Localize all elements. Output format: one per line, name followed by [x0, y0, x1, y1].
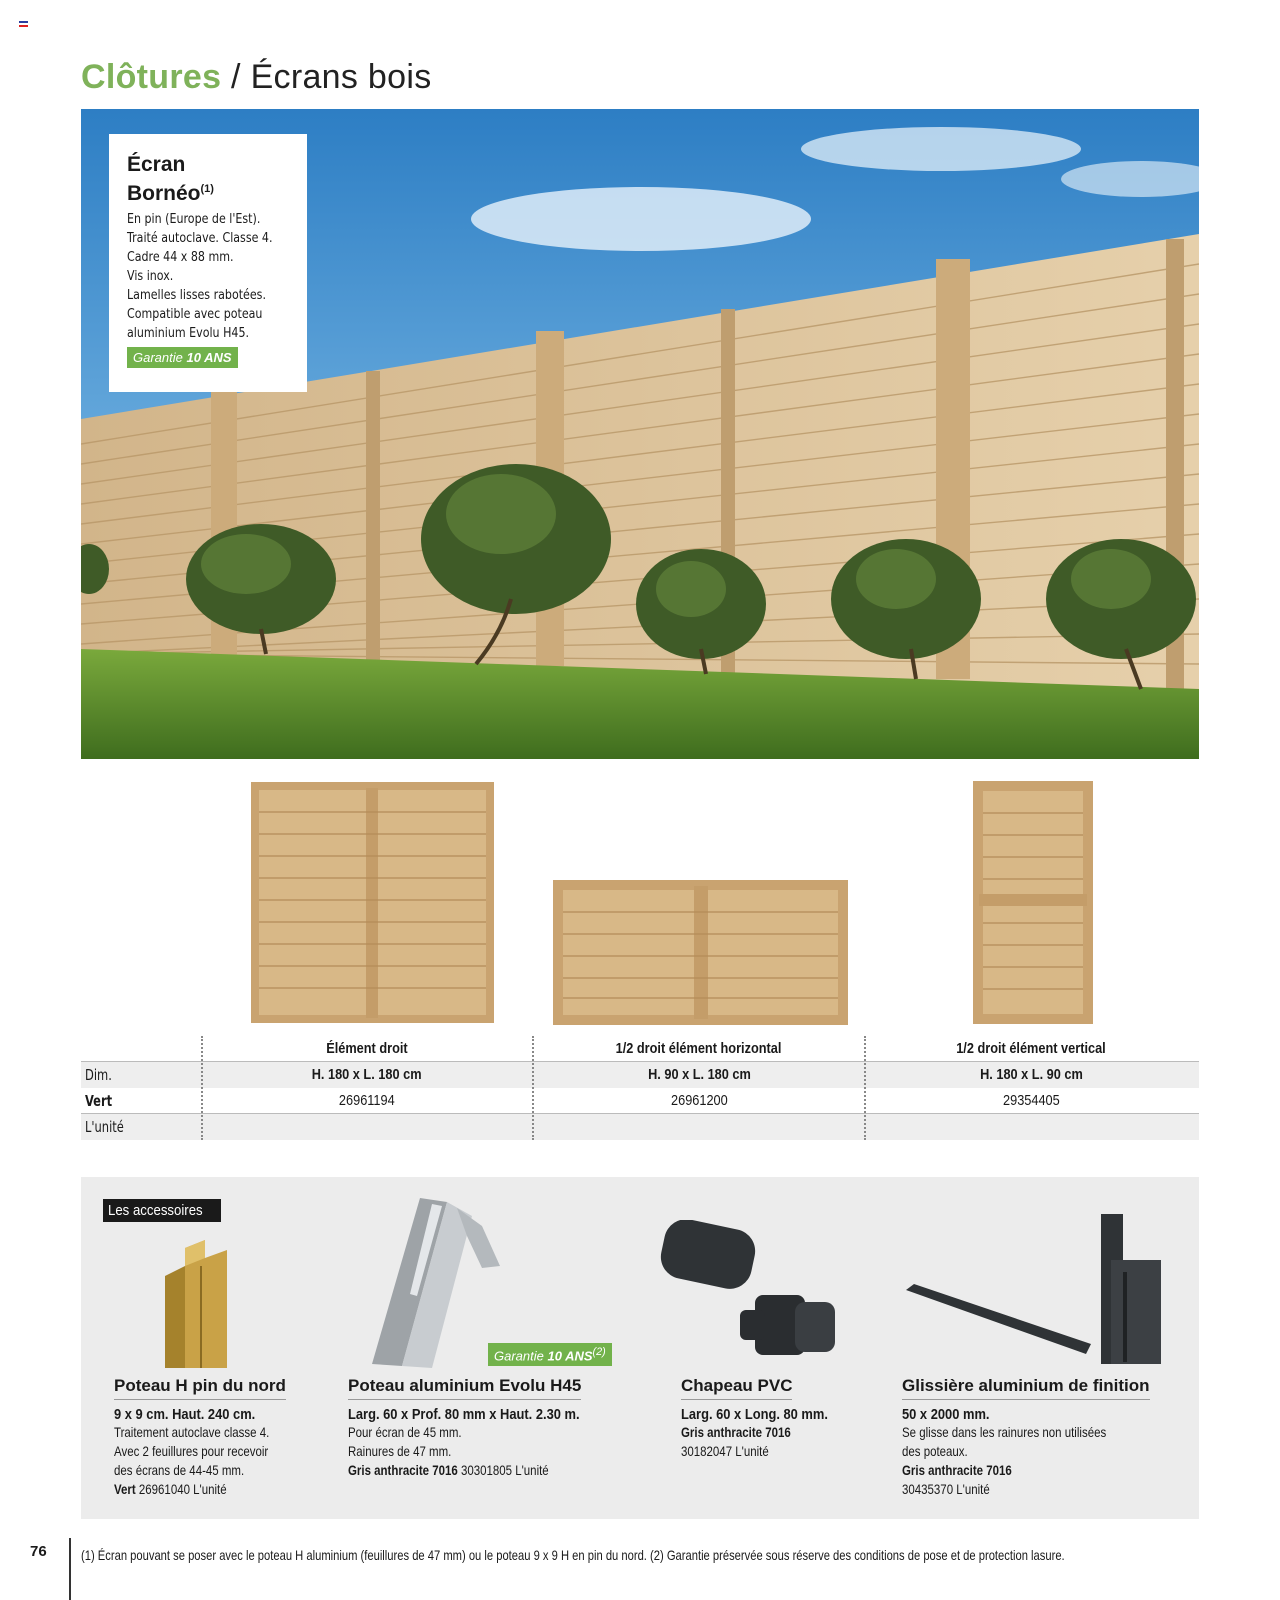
accessory-description: Pour écran de 45 mm. Rainures de 47 mm. [348, 1424, 462, 1459]
product-name [127, 152, 289, 206]
footnote: (1) Écran pouvant se poser avec le poteau H aluminium (feuillures de 47 mm) ou le poteau 9 x 9 H en pin du nord. (2) Garantie préservée sous réserve des conditions de pose et de protection lasure. [81, 1547, 1065, 1563]
accessory-reference: 30182047 L'unité [681, 1443, 769, 1459]
title-category: Clôtures [81, 58, 222, 96]
title-subcategory: Écrans bois [250, 58, 432, 96]
wood-post-image [155, 1236, 239, 1371]
panel-half-horizontal-image [553, 880, 848, 1025]
accessory-reference: Gris anthracite 7016 30301805 L'unité [348, 1462, 549, 1478]
warranty-prefix: Garantie [494, 1348, 548, 1364]
panel-half-vertical-image [973, 781, 1093, 1024]
product-name-line2: Bornéo [127, 182, 201, 205]
accessory-dimensions: 9 x 9 cm. Haut. 240 cm. [114, 1406, 256, 1423]
warranty-prefix: Garantie [133, 350, 187, 365]
column-header: 1/2 droit élément horizontal [616, 1040, 782, 1057]
accessory-reference: Vert 26961040 L'unité [114, 1481, 227, 1497]
warranty-badge [127, 347, 238, 368]
accessory-reference: 30435370 L'unité [902, 1481, 990, 1497]
table-header-row [81, 1036, 1199, 1062]
spec-table [81, 1036, 1199, 1140]
accessory-dimensions: Larg. 60 x Prof. 80 mm x Haut. 2.30 m. [348, 1406, 580, 1423]
row-label: Vert [85, 1092, 113, 1110]
table-cell: H. 90 x L. 180 cm [647, 1066, 751, 1083]
accessory-item [348, 1376, 648, 1480]
product-name-line1: Écran [127, 153, 186, 176]
accessories-tag: Les accessoires [103, 1199, 221, 1222]
page-number: 76 [30, 1543, 47, 1560]
accessory-description: Traitement autoclave classe 4. Avec 2 feuillures pour recevoir des écrans de 44-45 mm. [114, 1424, 270, 1478]
accessory-item [681, 1376, 852, 1461]
table-cell: 26961200 [670, 1092, 728, 1109]
flag-icon [19, 21, 28, 27]
accessory-name: Glissière aluminium de finition [902, 1376, 1150, 1400]
accessory-name: Poteau H pin du nord [114, 1376, 286, 1400]
accessory-color: Gris anthracite 7016 [681, 1424, 791, 1440]
table-cell: 26961194 [339, 1092, 395, 1109]
table-row [81, 1088, 1199, 1114]
table-divider [81, 1061, 1199, 1062]
warranty-value: 10 ANS [186, 350, 232, 365]
table-row [81, 1062, 1199, 1088]
accessory-dimensions: 50 x 2000 mm. [902, 1406, 990, 1423]
pvc-cap-image [660, 1220, 845, 1370]
product-info-card [109, 134, 307, 392]
column-divider [864, 1036, 866, 1140]
page-title [81, 58, 432, 97]
aluminium-post-image [372, 1196, 502, 1374]
title-separator: / [221, 58, 251, 96]
product-description: En pin (Europe de l'Est). Traité autoclave. Classe 4. Cadre 44 x 88 mm. Vis inox. Lamelles lisses rabotées. Compatible avec poteau aluminium Evolu H45. [127, 211, 273, 341]
accessory-description: Se glisse dans les rainures non utilisées des poteaux. [902, 1424, 1107, 1459]
page-number-divider [69, 1538, 71, 1600]
warranty-footnote: (2) [592, 1346, 606, 1358]
table-cell: 29354405 [1002, 1092, 1060, 1109]
table-divider [81, 1113, 1199, 1114]
row-label: Dim. [85, 1066, 112, 1084]
accessory-color: Gris anthracite 7016 [902, 1462, 1012, 1478]
panel-element-droit-image [251, 782, 494, 1023]
row-label: L'unité [85, 1118, 124, 1136]
table-cell: H. 180 x L. 90 cm [979, 1066, 1083, 1083]
table-row [81, 1114, 1199, 1140]
product-name-footnote: (1) [200, 183, 214, 195]
column-divider [532, 1036, 534, 1140]
accessory-item [902, 1376, 1202, 1499]
accessory-warranty-badge [488, 1343, 612, 1366]
accessory-name: Poteau aluminium Evolu H45 [348, 1376, 581, 1400]
table-cell: H. 180 x L. 180 cm [312, 1066, 422, 1083]
column-divider [201, 1036, 203, 1140]
warranty-value: 10 ANS [547, 1348, 593, 1364]
accessory-name: Chapeau PVC [681, 1376, 792, 1400]
column-header: Élément droit [326, 1040, 408, 1057]
column-header: 1/2 droit élément vertical [956, 1040, 1106, 1057]
finishing-rail-image [906, 1212, 1161, 1372]
accessory-dimensions: Larg. 60 x Long. 80 mm. [681, 1406, 828, 1423]
